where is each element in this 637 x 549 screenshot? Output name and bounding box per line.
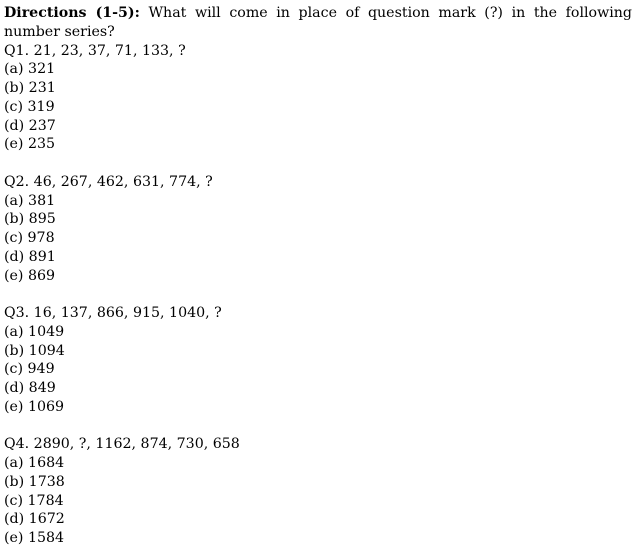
question-4-prompt: Q4. 2890, ?, 1162, 874, 730, 658	[4, 436, 240, 453]
directions-label: Directions (1-5):	[4, 5, 140, 21]
question-1-option-e: (e) 235	[4, 136, 56, 153]
question-3-prompt: Q3. 16, 137, 866, 915, 1040, ?	[4, 305, 222, 321]
question-2-option-c: (c) 978	[4, 230, 55, 246]
directions-text: What will come in place of question mark (?) in the following number series?	[4, 5, 632, 40]
question-4	[4, 435, 632, 548]
question-3	[4, 304, 632, 417]
question-2-prompt: Q2. 46, 267, 462, 631, 774, ?	[4, 173, 213, 190]
question-2-option-d: (d) 891	[4, 248, 56, 265]
question-1	[4, 42, 632, 155]
question-4-option-d: (d) 1672	[4, 511, 65, 528]
question-1-option-b: (b) 231	[4, 80, 56, 96]
question-3-option-b: (b) 1094	[4, 342, 65, 359]
question-1-option-a: (a) 321	[4, 61, 56, 78]
question-2-option-b: (b) 895	[4, 211, 56, 228]
directions-paragraph	[4, 4, 632, 42]
document-page	[4, 4, 632, 548]
question-2-option-a: (a) 381	[4, 192, 56, 209]
question-3-option-c: (c) 949	[4, 361, 55, 378]
question-1-prompt: Q1. 21, 23, 37, 71, 133, ?	[4, 42, 186, 59]
question-4-option-b: (b) 1738	[4, 473, 65, 490]
question-4-option-e: (e) 1584	[4, 530, 65, 546]
question-2	[4, 173, 632, 286]
question-3-option-d: (d) 849	[4, 380, 56, 396]
spacer	[4, 417, 632, 436]
question-3-option-e: (e) 1069	[4, 398, 65, 415]
question-1-option-d: (d) 237	[4, 117, 56, 134]
question-3-option-a: (a) 1049	[4, 323, 65, 340]
spacer	[4, 154, 632, 173]
spacer	[4, 285, 632, 304]
question-2-option-e: (e) 869	[4, 267, 56, 284]
question-1-option-c: (c) 319	[4, 98, 55, 115]
question-4-option-c: (c) 1784	[4, 492, 64, 509]
question-4-option-a: (a) 1684	[4, 455, 65, 471]
